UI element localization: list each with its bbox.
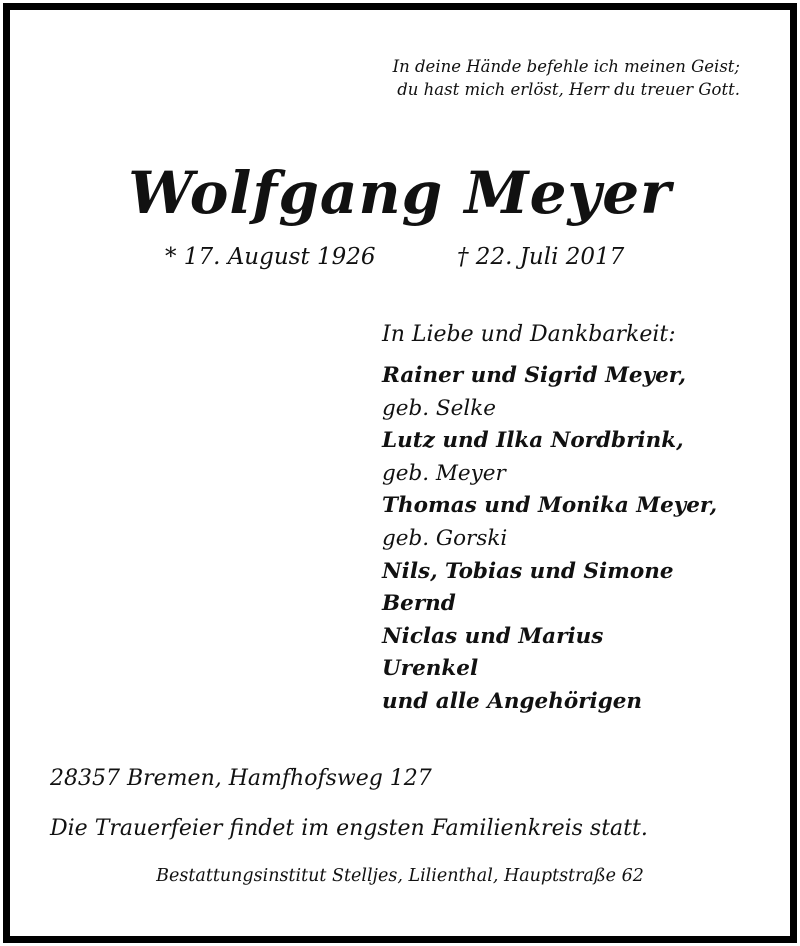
mourner-line: Niclas und Marius bbox=[382, 623, 604, 649]
deceased-name: Wolfgang Meyer bbox=[128, 159, 672, 227]
ceremony-note: Die Trauerfeier findet im engsten Familienkreis statt. bbox=[50, 816, 648, 841]
death-date: † 22. Juli 2017 bbox=[457, 244, 625, 270]
mourner-line: Urenkel bbox=[382, 656, 479, 682]
mourners-intro: In Liebe und Dankbarkeit: bbox=[382, 322, 676, 347]
bible-verse-line: In deine Hände befehle ich meinen Geist; bbox=[392, 57, 740, 76]
mourner-line: Lutz und Ilka Nordbrink, bbox=[382, 428, 684, 454]
mourner-line: Nils, Tobias und Simone bbox=[382, 558, 674, 584]
mourner-line: Rainer und Sigrid Meyer, bbox=[382, 363, 687, 388]
mourner-line: Bernd bbox=[382, 591, 456, 617]
birth-date: * 17. August 1926 bbox=[165, 244, 376, 270]
mourner-line: geb. Selke bbox=[382, 395, 496, 421]
family-address: 28357 Bremen, Hamfhofsweg 127 bbox=[50, 766, 432, 791]
bible-verse bbox=[310, 55, 740, 101]
mourners-list bbox=[382, 318, 742, 719]
mourner-line: geb. Gorski bbox=[382, 525, 508, 551]
funeral-home-info: Bestattungsinstitut Stelljes, Lilienthal, Hauptstraße 62 bbox=[156, 866, 644, 886]
mourner-line: Thomas und Monika Meyer, bbox=[382, 493, 718, 519]
mourner-line: und alle Angehörigen bbox=[382, 688, 643, 714]
mourner-line: geb. Meyer bbox=[382, 460, 506, 486]
bible-verse-line: du hast mich erlöst, Herr du treuer Gott. bbox=[397, 80, 740, 99]
